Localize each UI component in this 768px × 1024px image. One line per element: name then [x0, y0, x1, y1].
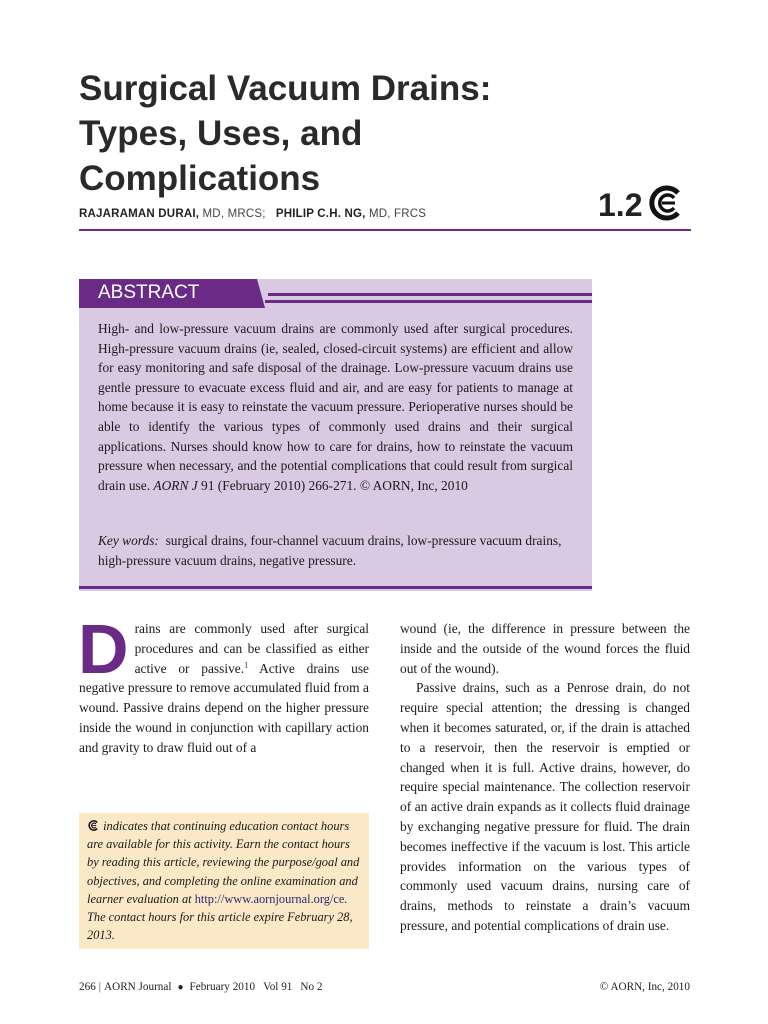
keywords: [98, 531, 573, 570]
footer-left: 266 | AORN Journal ● February 2010 Vol 91 No 2: [79, 981, 323, 993]
author-name: PHILIP C.H. NG,: [275, 208, 366, 220]
body-paragraph: Passive drains, such as a Penrose drain, do not require special attention; the dressing is changed when it becomes saturated, or, if the drain is attached to a reservoir, then the reservoir is emptied or changed when it is full. Active drains, however, do require special maintenance. The collection reservoir of an active drain expands as it collects fluid drainage by exchanging negative pressure for fluid. The drain becomes ineffective if the vacuum is lost. This article provides information on the various types of commonly used vacuum drains, nursing care of drains, methods to reinstate a drain’s vacuum pressure, and potential complications of drain use.: [400, 680, 690, 933]
body-paragraph: rains are commonly used after surgical procedures and can be classified as either active or passive.: [134, 621, 369, 676]
body-column-right: [400, 619, 690, 936]
ce-link[interactable]: http://www.aornjournal.org/ce: [194, 891, 345, 906]
journal-name: AORN Journal: [104, 981, 172, 993]
title-line: Complications: [79, 159, 321, 198]
page-number: 266: [79, 981, 96, 993]
reference-marker: 1: [244, 660, 249, 670]
continuing-education-icon: [648, 185, 684, 226]
drop-cap: D: [78, 610, 129, 688]
ce-note-body-cont: . The contact hours for this article expire February 28, 2013.: [87, 891, 353, 943]
keywords-list: surgical drains, four-channel vacuum drains, low-pressure vacuum drains, high-pressure vacuum drains, negative pressure.: [98, 533, 562, 568]
author-line: [79, 208, 426, 220]
bullet-icon: ●: [177, 982, 184, 993]
abstract-heading: ABSTRACT: [98, 282, 200, 303]
body-paragraph: wound (ie, the difference in pressure between the inside and the outside of the wound forces the fluid out of the wound).: [400, 621, 690, 676]
issue-number: No 2: [300, 981, 323, 993]
keywords-label: Key words:: [98, 533, 159, 548]
abstract-rule: [265, 300, 592, 303]
footer-copyright: © AORN, Inc, 2010: [599, 981, 690, 993]
citation-details: 91 (February 2010) 266-271. © AORN, Inc, 2010: [201, 477, 468, 493]
ce-credit-value: 1.2: [598, 187, 643, 223]
ce-note-text: [87, 817, 363, 944]
issue-date: February 2010: [189, 981, 256, 993]
body-column-left: [78, 610, 369, 758]
volume: Vol 91: [263, 981, 293, 993]
title-line: Surgical Vacuum Drains:: [79, 69, 492, 108]
abstract-body: High- and low-pressure vacuum drains are commonly used after surgical procedures. High-pressure vacuum drains (ie, sealed, closed-circuit systems) are efficient and allow for easy monitoring and safe disposal of the drainage. Low-pressure vacuum drains use gentle pressure to evacuate excess fluid and air, and are easy for patients to manage at home because it is easy to reinstate the vacuum pressure. Perioperative nurses should be able to identify the various types of commonly used drains and their surgical applications. Nurses should know how to care for drains, how to reinstate the vacuum pressure when necessary, and the potential complications that could result from surgical drain use.: [98, 321, 573, 493]
article-title: [79, 66, 599, 201]
body-paragraph-cont: Active drains use negative pressure to remove accumulated fluid from a wound. Passive drains depend on the higher pressure inside the wound in conjunction with capillary action and gravity to draw fluid out of a: [79, 660, 369, 755]
abstract-text: [98, 319, 573, 495]
abstract-bottom-rule: [79, 586, 592, 589]
author-name: RAJARAMAN DURAI,: [79, 208, 200, 220]
author-degrees: MD, FRCS: [368, 208, 427, 220]
abstract-rule: [268, 293, 592, 296]
title-line: Types, Uses, and: [79, 114, 363, 153]
citation-journal: AORN J: [153, 477, 198, 493]
author-degrees: MD, MRCS;: [202, 208, 266, 220]
ce-credit-badge: [598, 184, 684, 226]
continuing-education-icon: [87, 819, 100, 833]
header-divider: [79, 229, 691, 231]
ce-note-body: indicates that continuing education contact hours are available for this activity. Earn the contact hours by reading this article, reviewing the purpose/goal and objectives, and completing the online examination and learner evaluation at: [87, 819, 360, 906]
